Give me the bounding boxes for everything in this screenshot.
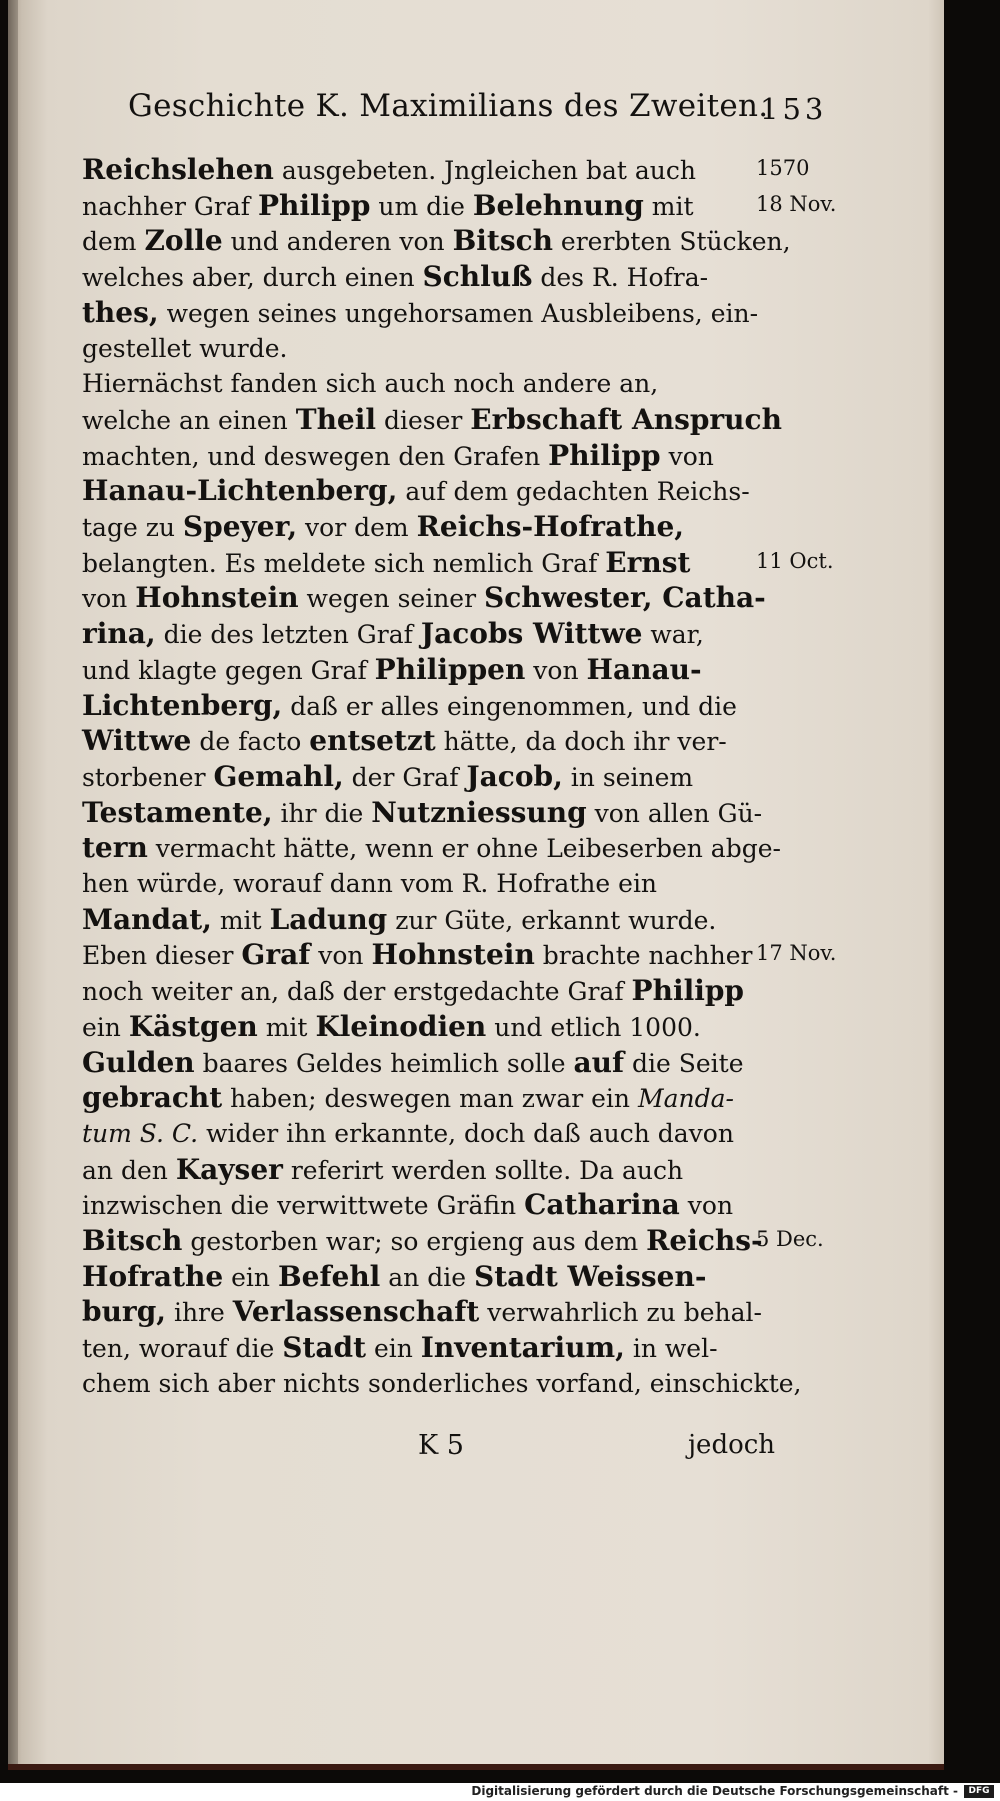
text-run: wider ihn erkannte, doch daß auch davon: [198, 1118, 734, 1148]
text-run: des R. Hofra-: [532, 263, 709, 293]
text-run: auf dem gedachten Reichs-: [397, 477, 750, 507]
text-run: chem sich aber nichts sonderliches vorfand, einschickte,: [82, 1368, 802, 1398]
page-edge: [8, 1764, 944, 1770]
emphasized-text: Stadt Weissen-: [473, 1259, 707, 1293]
text-run: gestorben war; so ergieng aus dem: [182, 1227, 647, 1256]
digitization-footer: [0, 1783, 1000, 1801]
text-line: [82, 1043, 744, 1083]
text-run: und anderen von: [222, 227, 453, 257]
text-run: die des letzten Graf: [155, 620, 421, 650]
text-run: dem: [82, 227, 145, 257]
text-run: dieser: [376, 405, 471, 435]
text-run: tage zu: [82, 513, 183, 542]
text-line: [82, 186, 694, 226]
text-line: [82, 650, 702, 690]
text-run: ein: [366, 1334, 421, 1364]
text-line: [82, 1221, 763, 1261]
text-line: [82, 1007, 701, 1047]
text-line: [82, 364, 658, 404]
emphasized-text: Gemahl,: [213, 759, 344, 793]
emphasized-text: Kleinodien: [315, 1009, 487, 1043]
emphasized-text: Hohnstein: [371, 938, 535, 972]
text-line: [82, 400, 782, 440]
emphasized-text: Testamente,: [82, 795, 273, 829]
emphasized-text: Reichs-: [646, 1224, 763, 1257]
text-line: [82, 471, 750, 511]
text-line: [82, 329, 287, 369]
emphasized-text: Jacobs Wittwe: [420, 617, 643, 651]
text-run: noch weiter an, daß der erstgedachte Graf: [82, 977, 632, 1007]
text-run: referirt werden sollte. Da auch: [282, 1155, 684, 1185]
text-line: [82, 1257, 706, 1297]
text-run: de facto: [191, 727, 310, 757]
text-run: hen würde, worauf dann vom R. Hofrathe ein: [82, 869, 658, 898]
text-line: [82, 614, 704, 654]
text-line: [82, 293, 758, 333]
emphasized-text: thes,: [82, 295, 159, 329]
emphasized-text: entsetzt: [309, 724, 436, 758]
text-run: vor dem: [297, 513, 417, 542]
emphasized-text: Reichslehen: [82, 153, 274, 186]
text-line: [82, 1114, 734, 1154]
text-run: von: [679, 1191, 734, 1221]
text-line: [82, 900, 716, 940]
text-run: wegen seines ungehorsamen Ausbleibens, ein-: [158, 298, 759, 328]
text-line: [82, 721, 727, 761]
text-run: vermacht hätte, wenn er ohne Leibeserben abge-: [147, 834, 781, 864]
latin-text: tum S. C.: [82, 1118, 199, 1148]
text-run: ten, worauf die: [82, 1334, 283, 1364]
text-run: ihr die: [272, 798, 372, 828]
emphasized-text: Hanau-: [586, 652, 702, 686]
margin-date-note: 1570: [756, 156, 810, 180]
emphasized-text: gebracht: [82, 1081, 223, 1115]
footer-credit: Digitalisierung gefördert durch die Deutsche Forschungsgemeinschaft -: [471, 1784, 958, 1798]
emphasized-text: auf: [573, 1045, 625, 1079]
text-run: storbener: [82, 762, 214, 792]
emphasized-text: Reichs-Hofrathe,: [416, 510, 685, 543]
running-head: Geschichte K. Maximilians des Zweiten.: [128, 88, 769, 124]
margin-date-note: 11 Oct.: [756, 548, 834, 573]
margin-date-note: 5 Dec.: [756, 1227, 824, 1251]
text-run: belangten. Es meldete sich nemlich Graf: [82, 548, 606, 578]
text-run: welche an einen: [82, 405, 296, 435]
emphasized-text: Belehnung: [472, 188, 644, 222]
signature-mark: K 5: [418, 1430, 464, 1461]
text-run: Eben dieser: [82, 941, 242, 971]
page-gutter-shadow: [8, 0, 18, 1764]
emphasized-text: Schwester, Catha-: [484, 581, 766, 615]
text-run: von: [525, 655, 587, 685]
text-line: [82, 1150, 683, 1190]
text-line: [82, 150, 696, 190]
text-run: welches aber, durch einen: [82, 263, 423, 293]
dfg-logo: DFG: [964, 1785, 994, 1798]
text-run: verwahrlich zu behal-: [479, 1298, 762, 1328]
text-run: in wel-: [624, 1334, 718, 1364]
text-run: von: [660, 441, 714, 471]
emphasized-text: Philipp: [257, 188, 371, 222]
text-run: mit: [257, 1012, 316, 1042]
text-run: ein: [82, 1012, 129, 1042]
emphasized-text: Kästgen: [128, 1009, 258, 1043]
emphasized-text: Speyer,: [182, 510, 298, 543]
text-run: daß er alles eingenommen, und die: [282, 691, 737, 721]
text-line: [82, 686, 737, 726]
margin-date-note: 18 Nov.: [756, 191, 837, 216]
catchword: jedoch: [688, 1430, 776, 1460]
emphasized-text: rina,: [82, 617, 156, 651]
text-line: [82, 507, 684, 547]
emphasized-text: Stadt: [282, 1331, 366, 1365]
text-line: [82, 1292, 762, 1332]
emphasized-text: Jacob,: [466, 759, 563, 793]
text-run: an die: [380, 1262, 474, 1292]
text-run: Hiernächst fanden sich auch noch andere an,: [82, 369, 659, 399]
text-run: die Seite: [624, 1048, 744, 1078]
latin-text: Manda-: [637, 1084, 734, 1114]
text-run: ein: [223, 1262, 278, 1292]
text-run: ererbten Stücken,: [552, 227, 791, 257]
text-run: und klagte gegen Graf: [82, 655, 375, 685]
text-run: brachte nachher: [534, 941, 753, 971]
emphasized-text: Nutzniessung: [371, 795, 587, 829]
text-run: nachher Graf: [82, 191, 258, 221]
emphasized-text: Philippen: [374, 652, 526, 686]
emphasized-text: Ernst: [605, 545, 691, 579]
text-line: [82, 793, 762, 833]
text-run: wegen seiner: [298, 584, 484, 614]
emphasized-text: Gulden: [82, 1045, 195, 1079]
text-run: hätte, da doch ihr ver-: [435, 727, 727, 757]
emphasized-text: Kayser: [175, 1152, 283, 1186]
margin-date-note: 17 Nov.: [756, 941, 837, 966]
text-run: ausgebeten. Jngleichen bat auch: [273, 156, 696, 185]
emphasized-text: Verlassenschaft: [232, 1295, 480, 1329]
emphasized-text: burg,: [82, 1295, 167, 1329]
emphasized-text: tern: [82, 831, 148, 865]
text-line: [82, 935, 752, 975]
emphasized-text: Wittwe: [82, 724, 192, 758]
emphasized-text: Theil: [295, 402, 377, 436]
text-line: [82, 1364, 801, 1404]
page-number: 153: [760, 92, 828, 126]
text-run: um die: [370, 191, 473, 221]
text-line: [82, 757, 693, 797]
emphasized-text: Hohnstein: [135, 581, 299, 615]
emphasized-text: Philipp: [631, 974, 745, 1008]
emphasized-text: Mandat,: [82, 902, 212, 936]
text-run: baares Geldes heimlich solle: [194, 1048, 574, 1078]
text-line: [82, 543, 690, 583]
text-run: und etlich 1000.: [486, 1012, 701, 1042]
text-line: [82, 828, 781, 868]
text-run: zur Güte, erkannt wurde.: [387, 905, 717, 935]
text-line: [82, 221, 791, 261]
text-line: [82, 1078, 734, 1118]
text-run: machten, und deswegen den Grafen: [82, 441, 549, 471]
text-run: von allen Gü-: [586, 798, 763, 828]
text-line: [82, 1328, 718, 1368]
text-line: [82, 864, 657, 904]
text-run: in seinem: [562, 762, 694, 792]
text-run: an den: [82, 1155, 176, 1185]
emphasized-text: Schluß: [422, 260, 533, 294]
emphasized-text: Erbschaft Anspruch: [470, 402, 782, 436]
emphasized-text: Philipp: [548, 438, 661, 472]
emphasized-text: Graf: [241, 938, 311, 972]
emphasized-text: Inventarium,: [420, 1331, 625, 1365]
text-run: der Graf: [343, 762, 467, 792]
text-run: mit: [643, 191, 694, 221]
emphasized-text: Catharina: [524, 1188, 680, 1222]
text-line: [82, 436, 714, 476]
text-run: gestellet wurde.: [82, 333, 288, 363]
emphasized-text: Hofrathe: [82, 1259, 224, 1293]
text-line: [82, 257, 708, 297]
emphasized-text: Bitsch: [452, 224, 553, 258]
text-run: mit: [211, 905, 270, 935]
text-line: [82, 578, 766, 618]
emphasized-text: Befehl: [277, 1259, 381, 1293]
text-run: inzwischen die verwittwete Gräfin: [82, 1191, 525, 1221]
text-run: haben; deswegen man zwar ein: [222, 1084, 638, 1114]
emphasized-text: Zolle: [144, 224, 223, 258]
emphasized-text: Hanau-Lichtenberg,: [82, 474, 398, 508]
text-line: [82, 971, 744, 1011]
text-run: war,: [642, 620, 704, 650]
emphasized-text: Bitsch: [82, 1224, 183, 1257]
text-run: ihre: [166, 1298, 233, 1328]
emphasized-text: Lichtenberg,: [82, 688, 283, 722]
emphasized-text: Ladung: [269, 902, 388, 936]
text-run: von: [310, 941, 372, 971]
text-run: von: [82, 584, 136, 614]
book-page: [8, 0, 944, 1764]
text-line: [82, 1185, 733, 1225]
